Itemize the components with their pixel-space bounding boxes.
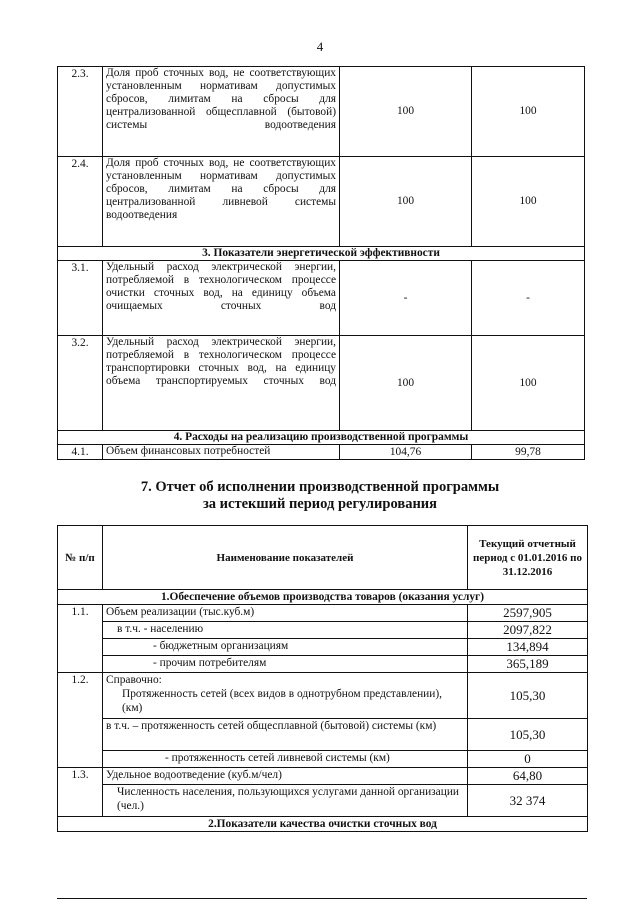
row-value-plan: 100 [340,336,472,431]
row-name: - бюджетным организациям [103,639,468,656]
header-num: № п/п [58,526,103,590]
table-continuation-line [57,898,587,899]
row-name [103,673,468,719]
table-row [58,605,588,622]
row-value: 2097,822 [468,622,588,639]
table-row [58,67,585,157]
header-name: Наименование показателей [103,526,468,590]
row-name: Доля проб сточных вод, не соответствующих установленным нормативам допустимых сбросов, лимитам на сбросы для централизованной ливневой системы водоотведения [103,157,340,247]
row-number: 1.1. [58,605,103,673]
table-row [58,673,588,719]
header-period: Текущий отчетный период с 01.01.2016 по 31.12.2016 [468,526,588,590]
section-row [58,431,585,445]
row-name-prefix: Справочно: [106,674,162,686]
table-row [58,656,588,673]
row-value: 105,30 [468,673,588,719]
row-name: Удельное водоотведение (куб.м/чел) [103,768,468,785]
row-name: Объем реализации (тыс.куб.м) [103,605,468,622]
row-value: 32 374 [468,785,588,817]
row-value-fact: 99,78 [472,445,585,460]
row-value: 105,30 [468,719,588,751]
row-number: 2.4. [58,157,103,247]
row-value-fact: 100 [472,67,585,157]
row-name: - прочим потребителям [103,656,468,673]
row-number: 3.1. [58,261,103,336]
row-number: 1.2. [58,673,103,768]
section-title: 3. Показатели энергетической эффективности [58,247,585,261]
section-row [58,817,588,832]
section-title: 2.Показатели качества очистки сточных вод [58,817,588,832]
row-name: в т.ч. - населению [103,622,468,639]
page-number: 4 [316,39,324,54]
section-row [58,590,588,605]
section-title: 4. Расходы на реализацию производственной программы [58,431,585,445]
row-name: Объем финансовых потребностей [103,445,340,460]
row-number: 4.1. [58,445,103,460]
row-number: 3.2. [58,336,103,431]
row-name: в т.ч. – протяженность сетей общесплавной (бытовой) системы (км) [103,719,468,751]
row-name-text: Протяженность сетей (всех видов в однотрубном представлении), (км) [122,688,442,714]
row-name: Удельный расход электрической энергии, потребляемой в технологическом процессе транспортировки сточных вод, на единицу объема транспортируемых сточных вод [103,336,340,431]
row-value-plan: 100 [340,67,472,157]
table-row [58,445,585,460]
row-value: 0 [468,751,588,768]
row-value: 365,189 [468,656,588,673]
row-value-fact: 100 [472,336,585,431]
row-name: Численность населения, пользующихся услугами данной организации (чел.) [103,785,468,817]
table-row [58,261,585,336]
row-value: 64,80 [468,768,588,785]
row-value-fact: - [472,261,585,336]
row-number: 2.3. [58,67,103,157]
table-row [58,768,588,785]
indicators-table [57,66,585,460]
row-value: 134,894 [468,639,588,656]
row-value-plan: 100 [340,157,472,247]
report-table [57,525,588,832]
row-value-fact: 100 [472,157,585,247]
table-row [58,336,585,431]
section-row [58,247,585,261]
header-row [58,526,588,590]
row-name: Доля проб сточных вод, не соответствующих установленным нормативам допустимых сбросов, лимитам на сбросы для централизованной общесплавной (бытовой) системы водоотведения [103,67,340,157]
heading-line-2: за истекший период регулирования [202,496,438,512]
table-row [58,622,588,639]
row-name: Удельный расход электрической энергии, потребляемой в технологическом процессе очистки сточных вод, на единицу объема очищаемых сточных вод [103,261,340,336]
table-row [58,785,588,817]
row-value-plan: - [340,261,472,336]
row-number: 1.3. [58,768,103,817]
heading-line-1: 7. Отчет об исполнении производственной программы [140,479,500,495]
section-heading [0,479,640,513]
row-value-plan: 104,76 [340,445,472,460]
table-row [58,751,588,768]
table-row [58,719,588,751]
row-name: - протяженность сетей ливневой системы (км) [103,751,468,768]
table-row [58,639,588,656]
section-title: 1.Обеспечение объемов производства товаров (оказания услуг) [58,590,588,605]
row-value: 2597,905 [468,605,588,622]
table-row [58,157,585,247]
